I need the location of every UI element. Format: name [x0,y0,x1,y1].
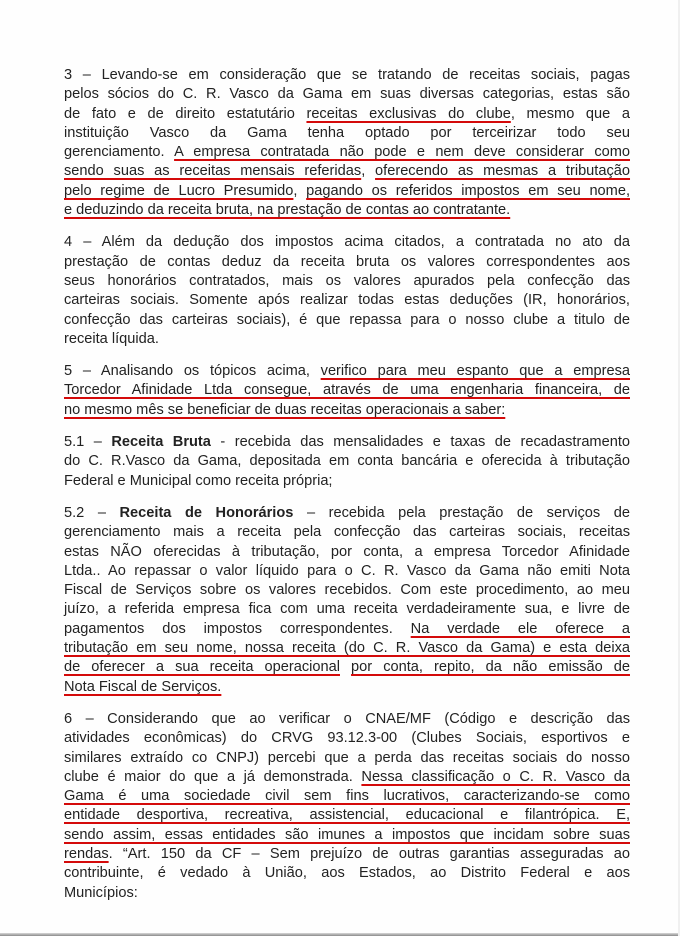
text-line [64,330,630,349]
text-run: Ltda.. Ao repassar o valor líquido para o C. R. Vasco da Gama não emiti Nota [64,562,630,579]
underlined-text: Nessa classificação o C. R. Vasco da [361,768,630,785]
text-line [64,401,630,420]
text-line [64,233,630,252]
text-run: pagamentos dos impostos correspondentes. [64,620,411,637]
text-run: juízo, a referida empresa fica com uma receita verdadeiramente sua, e livre de [64,601,630,618]
paragraph-p5 [64,362,630,420]
text-run: pelos sócios do C. R. Vasco da Gama em suas diversas categorias, estas são [64,86,630,103]
document-body [64,66,630,903]
text-line [64,806,630,825]
text-line [64,845,630,864]
text-line [64,639,630,658]
bold-heading: Receita de Honorários [119,504,294,521]
text-line [64,433,630,452]
text-line [64,710,630,729]
text-run: estas NÃO oferecidas à tributação, por conta, a empresa Torcedor Afinidade [64,543,630,560]
paragraph-p51 [64,433,630,491]
text-line [64,311,630,330]
text-line [64,768,630,787]
text-line [64,182,630,201]
text-line [64,452,630,471]
paragraph-gap [64,491,630,504]
underlined-text: Gama é uma sociedade civil sem fins lucrativos, caracterizando-se como [64,788,630,805]
text-line [64,620,630,639]
text-line [64,143,630,162]
text-line [64,362,630,381]
text-line [64,124,630,143]
text-run: , mesmo que a [510,105,630,122]
text-run: , [293,182,307,199]
text-run: Municípios: [64,884,138,901]
text-line [64,543,630,562]
text-run: clube é maior do que a já demonstrada. [64,768,362,785]
text-line [64,291,630,310]
text-run: . “Art. 150 da CF – Sem prejuízo de outras garantias asseguradas ao [108,845,630,862]
text-run: 5.2 – [64,504,120,521]
text-run: carteiras sociais. Somente após realizar todas estas deduções (IR, honorários, [64,292,630,309]
paragraph-p4 [64,233,630,349]
text-line [64,749,630,768]
text-line [64,581,630,600]
text-run: gerenciamento mais a receita pela confecção das carteiras sociais, receitas [64,524,630,541]
text-run: instituição Vasco da Gama tenha optado por terceirizar todo seu [64,124,630,141]
text-run: receita líquida. [64,330,159,347]
text-line [64,162,630,181]
underlined-text: rendas [64,845,109,862]
text-line [64,105,630,124]
text-run: seus honorários contratados, mais os valores apurados pela confecção das [64,272,630,289]
underlined-text: pelo regime de Lucro Presumido [64,182,294,199]
text-line [64,562,630,581]
text-line [64,66,630,85]
paragraph-p52 [64,504,630,697]
text-run: 5 – Analisando os tópicos acima, [64,363,321,380]
text-run [340,659,351,675]
text-run: prestação de contas deduz da receita bruta os valores correspondentes aos [64,253,630,270]
text-run: 5.1 – [64,434,112,451]
text-line [64,884,630,903]
paragraph-p6 [64,710,630,903]
underlined-text: por conta, repito, da não emissão de [351,659,630,676]
text-line [64,678,630,697]
text-line [64,381,630,400]
text-line [64,864,630,883]
text-run: contribuinte, é vedado à União, aos Estados, ao Distrito Federal e aos [64,865,630,882]
underlined-text: sendo suas as receitas mensais referidas [64,163,362,180]
paragraph-gap [64,420,630,433]
text-run: similares extraído co CNPJ) percebi que a perda das receitas sociais do nosso [64,749,630,766]
underlined-text: A empresa contratada não pode e nem deve considerar como [174,144,630,161]
paragraph-gap [64,349,630,362]
text-run: - recebida das mensalidades e taxas de recadastramento [210,434,630,451]
text-run: 6 – Considerando que ao verificar o CNAE/MF (Código e descrição das [64,710,630,727]
bold-heading: Receita Bruta [111,434,211,451]
text-line [64,658,630,677]
underlined-text: de oferecer a sua receita operacional [64,659,340,676]
text-run: 4 – Além da dedução dos impostos acima citados, a contratada no ato da [64,234,630,251]
text-line [64,272,630,291]
text-line [64,472,630,491]
text-line [64,85,630,104]
text-run: , [361,163,376,180]
underlined-text: sendo assim, essas entidades são imunes a impostos que incidam sobre suas [64,826,630,843]
text-line [64,729,630,748]
underlined-text: Na verdade ele oferece a [410,620,630,637]
text-run: 3 – Levando-se em consideração que se tratando de receitas sociais, pagas [64,67,630,83]
paragraph-gap [64,697,630,710]
text-line [64,523,630,542]
text-line [64,253,630,272]
text-line [64,504,630,523]
underlined-text: Nota Fiscal de Serviços. [64,678,222,695]
underlined-text: receitas exclusivas do clube [306,105,511,122]
text-line [64,600,630,619]
text-line [64,826,630,845]
text-run: Federal e Municipal como receita própria; [64,472,333,489]
text-line [64,201,630,220]
underlined-text: entidade desportiva, recreativa, assistencial, educacional e filantrópica. E, [64,807,630,824]
underlined-text: tributação em seu nome, nossa receita (do C. R. Vasco da Gama) e esta deixa [64,640,630,657]
underlined-text: verifico para meu espanto que a empresa [320,363,630,380]
underlined-text: pagando os referidos impostos em seu nome, [306,182,630,199]
text-run: atividades econômicas) do CRVG 93.12.3-00 (Clubes Sociais, esportivos e [64,730,630,747]
text-run: de fato e de direito estatutário [64,105,307,122]
text-line [64,787,630,806]
text-run: – recebida pela prestação de serviços de [293,504,630,521]
underlined-text: oferecendo as mesmas a tributação [375,163,631,180]
text-run: gerenciamento. [64,144,175,161]
underlined-text: Torcedor Afinidade Ltda consegue, através de uma engenharia financeira, de [64,382,630,399]
underlined-text: no mesmo mês se beneficiar de duas receitas operacionais a saber: [64,401,506,418]
text-run: confecção das carteiras sociais), é que repassa para o nosso clube a titulo de [64,311,630,328]
text-run: Fiscal de Serviços sobre os valores recebidos. Com este procedimento, ao meu [64,582,630,599]
paragraph-p3 [64,66,630,220]
paragraph-gap [64,220,630,233]
text-run: do C. R.Vasco da Gama, depositada em conta bancária e oferecida à tributação [64,453,630,470]
underlined-text: e deduzindo da receita bruta, na prestação de contas ao contratante. [64,202,511,219]
